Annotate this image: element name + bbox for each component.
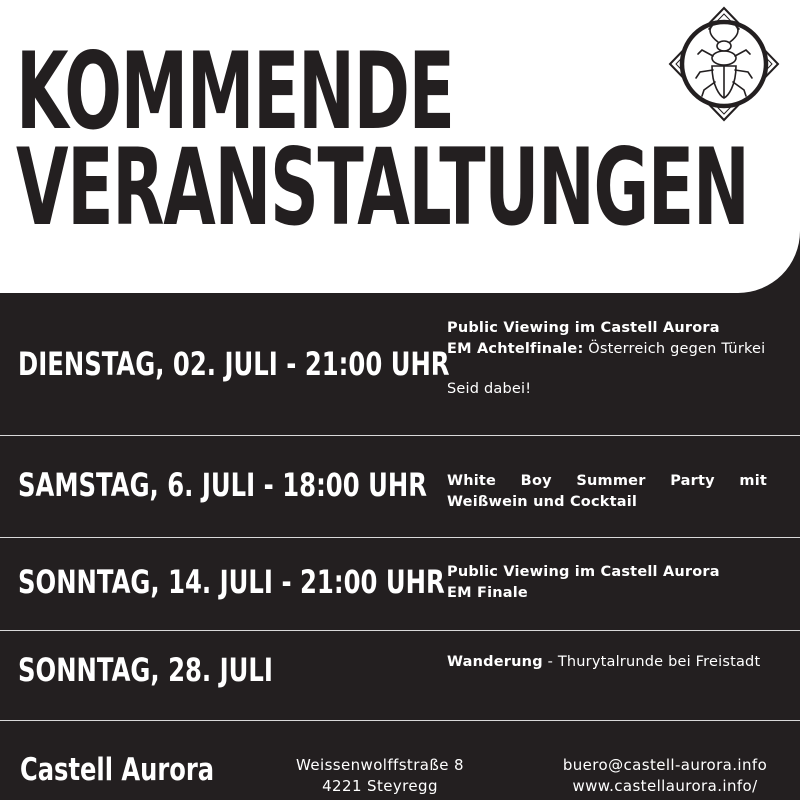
event-date: SONNTAG, 28. JULI <box>18 651 273 689</box>
event-description <box>447 652 767 673</box>
event-date: DIENSTAG, 02. JULI - 21:00 UHR <box>18 345 450 383</box>
header-panel <box>0 0 800 293</box>
website-link[interactable]: www.castellaurora.info/ <box>572 777 758 795</box>
address-street: Weissenwolffstraße 8 <box>296 756 464 774</box>
page-title <box>16 30 749 249</box>
event-description <box>447 562 767 603</box>
event-title: Public Viewing im Castell Aurora <box>447 564 720 580</box>
event-title: Public Viewing im Castell Aurora <box>447 320 720 336</box>
event-detail: - Thurytalrunde bei Freistadt <box>542 654 761 670</box>
event-date: SAMSTAG, 6. JULI - 18:00 UHR <box>18 466 427 504</box>
event-detail: Österreich gegen Türkei <box>583 340 766 357</box>
event-date: SONNTAG, 14. JULI - 21:00 UHR <box>18 563 445 601</box>
event-row <box>0 293 800 436</box>
event-description <box>447 318 767 400</box>
event-subtitle: EM Finale <box>447 584 528 601</box>
event-subtitle: EM Achtelfinale: <box>447 340 584 357</box>
event-title: Wanderung <box>447 654 543 670</box>
address-city: 4221 Steyregg <box>322 777 438 795</box>
event-row <box>0 436 800 538</box>
contact <box>545 755 785 797</box>
event-note: Seid dabei! <box>447 381 532 397</box>
event-row <box>0 631 800 721</box>
address <box>280 755 480 797</box>
brand-name: Castell Aurora <box>20 752 215 788</box>
event-description <box>447 471 767 512</box>
title-line-2: VERANSTALTUNGEN <box>16 126 749 249</box>
title-line-1: KOMMENDE <box>16 30 454 153</box>
email-link[interactable]: buero@castell-aurora.info <box>562 756 768 774</box>
stag-beetle-icon <box>668 6 780 122</box>
event-row <box>0 538 800 631</box>
event-title: White Boy Summer Party mit Weißwein und Cocktail <box>447 473 767 510</box>
